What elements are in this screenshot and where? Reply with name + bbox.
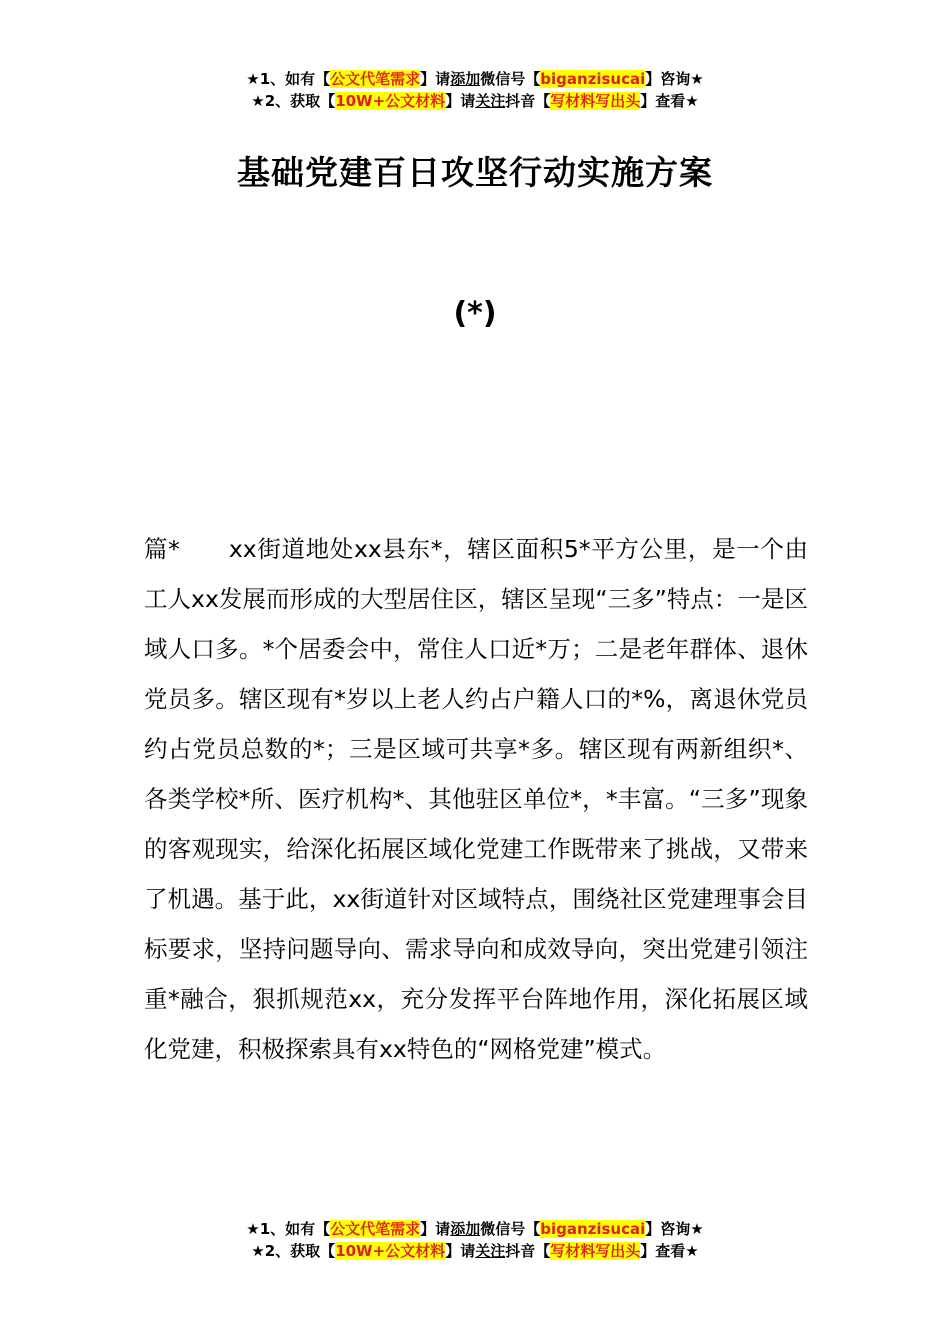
promo-highlight: 公文代笔需求 <box>330 1220 421 1238</box>
promo-text: ★2、获取【 <box>251 1242 336 1260</box>
promo-text: ★1、如有【 <box>246 1220 331 1238</box>
promo-text: ★2、获取【 <box>251 92 336 110</box>
promo-underline: 关注 <box>475 92 506 110</box>
header-promo-banner <box>0 68 950 112</box>
promo-text: 微信号【 <box>480 70 541 88</box>
promo-wechat-id: biganzisucai <box>540 70 646 88</box>
promo-text: 】请 <box>445 92 476 110</box>
promo-wechat-id: biganzisucai <box>540 1220 646 1238</box>
promo-underline: 关注 <box>475 1242 506 1260</box>
promo-text: 抖音【 <box>505 1242 551 1260</box>
document-title: 基础党建百日攻坚行动实施方案 <box>237 153 713 192</box>
promo-highlight: 公文代笔需求 <box>330 70 421 88</box>
promo-text: ★1、如有【 <box>246 70 331 88</box>
promo-line-1 <box>0 1218 950 1240</box>
promo-text: 】请 <box>445 1242 476 1260</box>
promo-text: 】咨询★ <box>645 70 704 88</box>
promo-text: 】咨询★ <box>645 1220 704 1238</box>
footer-promo-banner <box>0 1218 950 1262</box>
promo-highlight: 写材料写出头 <box>550 92 641 110</box>
promo-highlight: 写材料写出头 <box>550 1242 641 1260</box>
promo-highlight: 10W+公文材料 <box>335 92 446 110</box>
promo-underline: 添加 <box>450 1220 481 1238</box>
promo-text: 微信号【 <box>480 1220 541 1238</box>
promo-line-1 <box>0 68 950 90</box>
promo-text: 抖音【 <box>505 92 551 110</box>
promo-text: 】查看★ <box>640 92 699 110</box>
promo-text: 】请 <box>420 1220 451 1238</box>
promo-text: 】查看★ <box>640 1242 699 1260</box>
body-paragraph: 篇* xx街道地处xx县东*，辖区面积5*平方公里，是一个由工人xx发展而形成的大型居住区，辖区呈现“三多”特点：一是区域人口多。*个居委会中，常住人口近*万；二是老年群体、退休党员多。辖区现有*岁以上老人约占户籍人口的*%，离退休党员约占党员总数的*；三是区域可共享*多。辖区现有两新组织*、各类学校*所、医疗机构*、其他驻区单位*，*丰富。“三多”现象的客观现实，给深化拓展区域化党建工作既带来了挑战，又带来了机遇。基于此，xx街道针对区域特点，围绕社区党建理事会目标要求，坚持问题导向、需求导向和成效导向，突出党建引领注重*融合，狠抓规范xx，充分发挥平台阵地作用，深化拓展区域化党建，积极探索具有xx特色的“网格党建”模式。 <box>144 535 808 1063</box>
promo-line-2 <box>0 90 950 112</box>
promo-highlight: 10W+公文材料 <box>335 1242 446 1260</box>
promo-underline: 添加 <box>450 70 481 88</box>
document-subtitle: (*) <box>453 296 497 331</box>
promo-line-2 <box>0 1240 950 1262</box>
promo-text: 】请 <box>420 70 451 88</box>
